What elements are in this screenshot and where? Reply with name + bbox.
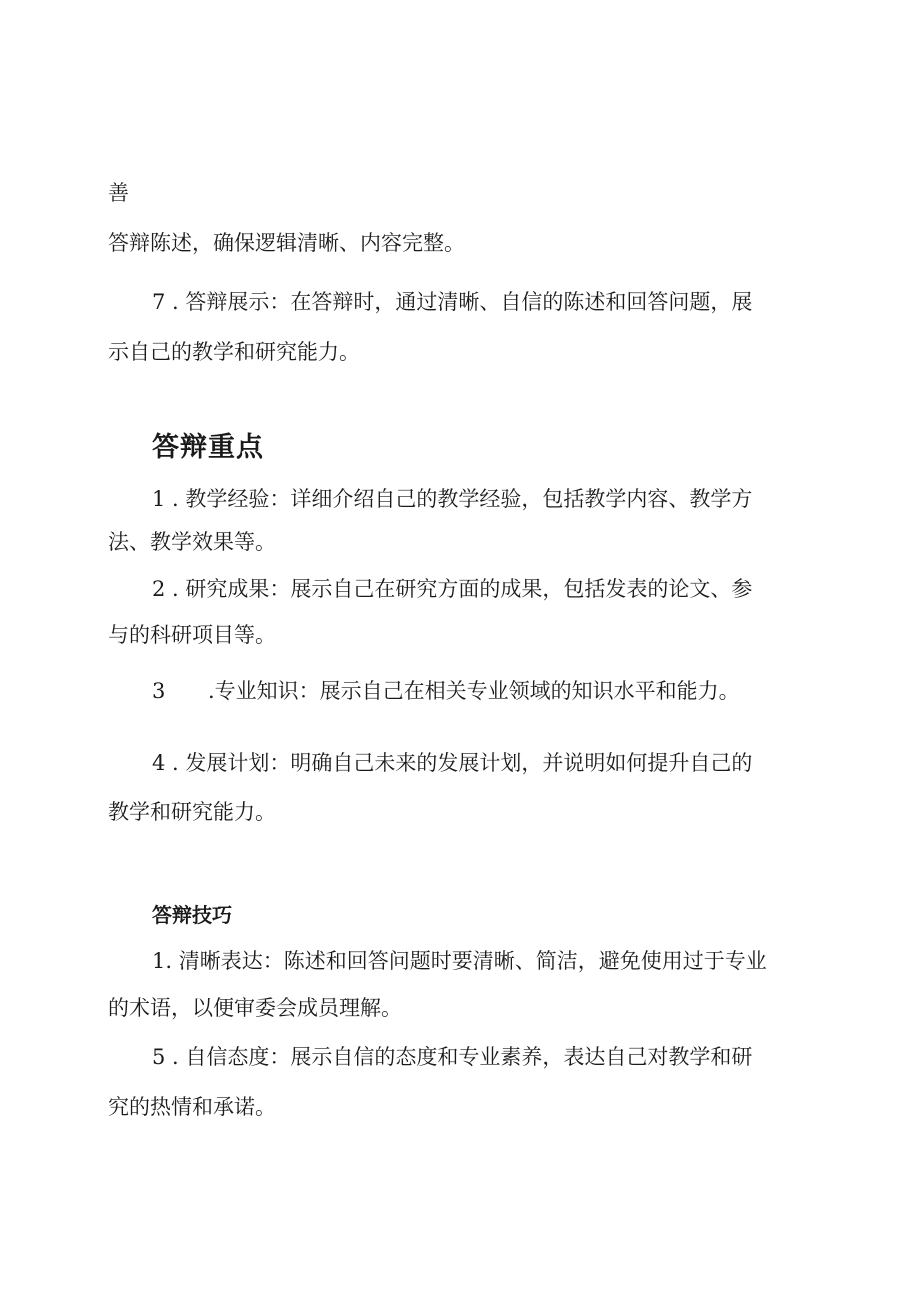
- item-7-line-1: 7 . 答辩展示：在答辩时，通过清晰、自信的陈述和回答问题，展: [152, 290, 753, 314]
- key-point-4-line-2: 教学和研究能力。: [108, 800, 276, 824]
- technique-1-line-2: 的术语，以便审委会成员理解。: [108, 996, 402, 1020]
- technique-2-line-2: 究的热情和承诺。: [108, 1095, 276, 1119]
- technique-2-line-1: 5 . 自信态度：展示自信的态度和专业素养，表达自己对教学和研: [152, 1045, 753, 1069]
- fragment-line-1: 善: [108, 181, 129, 205]
- key-point-4-line-1: 4 . 发展计划：明确自己未来的发展计划，并说明如何提升自己的: [152, 751, 753, 775]
- key-point-2-line-2: 与的科研项目等。: [108, 623, 276, 647]
- key-point-3-text: .专业知识：展示自己在相关专业领域的知识水平和能力。: [208, 679, 740, 703]
- key-point-1-line-1: 1 . 教学经验：详细介绍自己的教学经验，包括教学内容、教学方: [152, 487, 753, 511]
- section-heading-key-points: 答辩重点: [152, 432, 264, 463]
- key-point-3: [0, 676, 920, 706]
- key-point-2-line-1: 2 . 研究成果：展示自己在研究方面的成果，包括发表的论文、参: [152, 577, 753, 601]
- fragment-line-2: 答辩陈述，确保逻辑清晰、内容完整。: [108, 231, 465, 255]
- key-point-3-number: 3: [152, 679, 166, 703]
- key-point-1-line-2: 法、教学效果等。: [108, 530, 276, 554]
- item-7-line-2: 示自己的教学和研究能力。: [108, 340, 360, 364]
- technique-1-line-1: 1. 清晰表达：陈述和回答问题时要清晰、简洁，避免使用过于专业: [152, 949, 767, 973]
- section-heading-techniques: 答辩技巧: [152, 903, 232, 927]
